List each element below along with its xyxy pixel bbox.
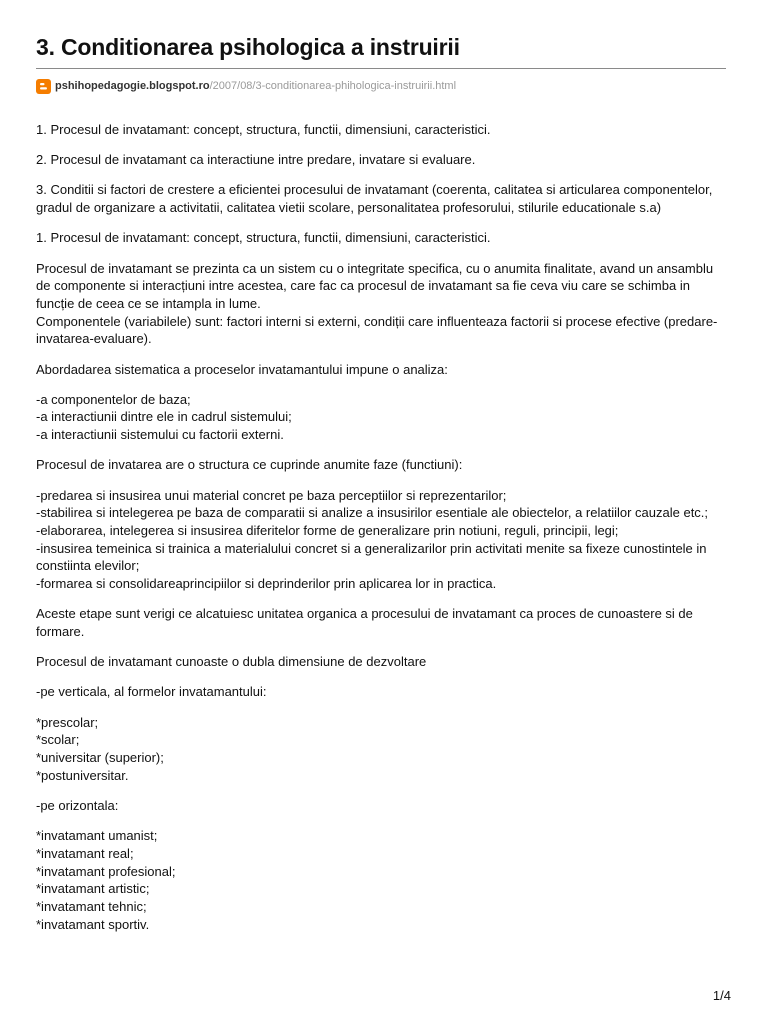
paragraph xyxy=(36,605,728,640)
paragraph xyxy=(36,487,728,593)
paragraph-line: -a interactiunii sistemului cu factorii externi. xyxy=(36,427,284,443)
paragraph-line: *postuniversitar. xyxy=(36,767,129,783)
article-body xyxy=(36,121,728,946)
paragraph-line: Procesul de invatamant se prezinta ca un sistem cu o integritate specifica, cu o anumita finalitate, avand un ansamblu de componente si interacțiuni intre acestea, care fac ca procesul de invatamant sa fie ceva viu care se schimba in funcție de ceea ce se intampla in lume. xyxy=(36,260,714,311)
paragraph-line: *universitar (superior); xyxy=(36,749,164,765)
source-path: /2007/08/3-conditionarea-phihologica-instruirii.html xyxy=(209,80,457,92)
paragraph xyxy=(36,260,728,349)
paragraph xyxy=(36,653,728,671)
paragraph-line: *prescolar; xyxy=(36,714,99,730)
paragraph-line: -pe orizontala: xyxy=(36,797,119,813)
paragraph-line: Componentele (variabilele) sunt: factori interni si externi, condiții care influenteaza factorii si procese efective (predare-invatarea-evaluare). xyxy=(36,313,718,347)
paragraph-line: 1. Procesul de invatamant: concept, structura, functii, dimensiuni, caracteristici. xyxy=(36,230,491,246)
paragraph xyxy=(36,827,728,933)
paragraph-line: -predarea si insusirea unui material concret pe baza perceptiilor si reprezentarilor; xyxy=(36,487,507,503)
page-indicator: 1/4 xyxy=(712,988,731,1003)
paragraph xyxy=(36,361,728,379)
paragraph-line: *invatamant artistic; xyxy=(36,881,150,897)
paragraph xyxy=(36,683,728,701)
paragraph-line: 2. Procesul de invatamant ca interactiune intre predare, invatare si evaluare. xyxy=(36,152,476,168)
paragraph-line: -formarea si consolidareaprincipiilor si deprinderilor prin aplicarea lor in practica. xyxy=(36,576,497,592)
paragraph xyxy=(36,391,728,444)
blogger-icon xyxy=(36,79,51,94)
paragraph xyxy=(36,797,728,815)
paragraph xyxy=(36,229,728,247)
paragraph-line: *scolar; xyxy=(36,732,80,748)
paragraph xyxy=(36,714,728,785)
source-link[interactable] xyxy=(55,80,456,92)
source-domain: pshihopedagogie.blogspot.ro xyxy=(55,80,210,92)
paragraph xyxy=(36,121,728,139)
source-line xyxy=(36,77,456,95)
paragraph-line: *invatamant sportiv. xyxy=(36,916,150,932)
paragraph-line: -a interactiunii dintre ele in cadrul sistemului; xyxy=(36,409,292,425)
paragraph-line: *invatamant tehnic; xyxy=(36,898,147,914)
paragraph-line: Abordadarea sistematica a proceselor invatamantului impune o analiza: xyxy=(36,361,448,377)
paragraph xyxy=(36,456,728,474)
paragraph-line: -elaborarea, intelegerea si insusirea diferitelor forme de generalizare prin notiuni, reguli, principii, legi; xyxy=(36,522,619,538)
paragraph-line: -stabilirea si intelegerea pe baza de comparatii si analize a insusirilor esentiale ale obiectelor, a relatiilor cauzale etc.; xyxy=(36,505,709,521)
title-divider xyxy=(36,68,726,69)
paragraph-line: Procesul de invatamant cunoaste o dubla dimensiune de dezvoltare xyxy=(36,654,427,670)
page-title: 3. Conditionarea psihologica a instruirii xyxy=(36,34,460,60)
paragraph-line: 1. Procesul de invatamant: concept, structura, functii, dimensiuni, caracteristici. xyxy=(36,122,491,137)
paragraph xyxy=(36,181,728,216)
paragraph-line: Procesul de invatarea are o structura ce cuprinde anumite faze (functiuni): xyxy=(36,457,463,473)
paragraph-line: -insusirea temeinica si trainica a materialului concret si a generalizarilor prin activitati menite sa fixeze cunostintele in constiinta elevilor; xyxy=(36,540,707,574)
paragraph-line: 3. Conditii si factori de crestere a eficientei procesului de invatamant (coerenta, calitatea si articularea componentelor, gradul de organizare a activitatii, calitatea vietii scolare, personalitatea profesorului, stilurile educationale s.a) xyxy=(36,182,713,216)
paragraph-line: -a componentelor de baza; xyxy=(36,391,191,407)
paragraph xyxy=(36,151,728,169)
paragraph-line: *invatamant umanist; xyxy=(36,828,158,844)
paragraph-line: *invatamant profesional; xyxy=(36,863,176,879)
paragraph-line: Aceste etape sunt verigi ce alcatuiesc unitatea organica a procesului de invatamant ca proces de cunoastere si de formare. xyxy=(36,606,693,639)
paragraph-line: -pe verticala, al formelor invatamantului: xyxy=(36,684,267,700)
paragraph-line: *invatamant real; xyxy=(36,845,134,861)
